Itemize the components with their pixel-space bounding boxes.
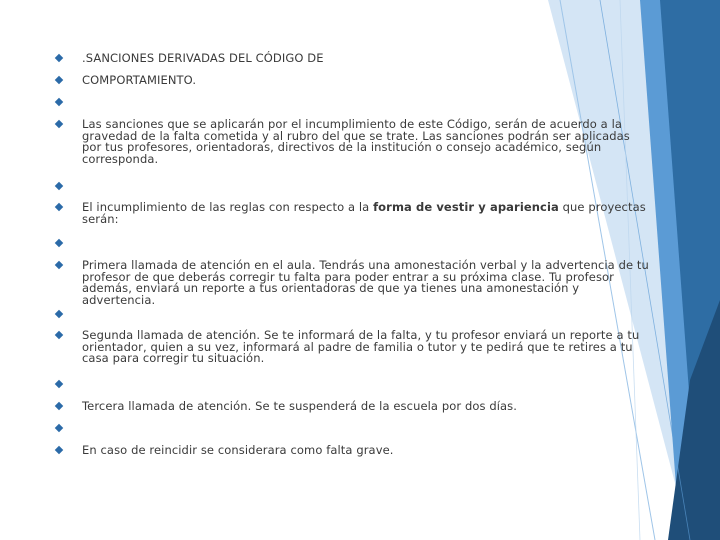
bullet-text: Tercera llamada de atención. Se te suspenderá de la escuela por dos días. bbox=[82, 399, 518, 413]
bullet-text: Las sanciones que se aplicarán por el incumplimiento de este Código, serán de acuerdo a la gravedad de la falta cometida y al rubro del que se trate. Las sanciones podrán ser aplicadas por tus profesores, orientadoras, directivos de la institución o consejo académico, según corresponda. bbox=[82, 117, 630, 166]
bullet-text: Primera llamada de atención en el aula. Tendrás una amonestación verbal y la advertencia de tu profesor de que deberás corregir tu falta para poder entrar a su próxima clase. Tu profesor además, enviará un reporte a tus orientadoras de que ya tienes una amonestación y advertencia. bbox=[82, 258, 649, 307]
bullet-text-part: que proyectas serán: bbox=[82, 200, 646, 226]
bullet-text: Segunda llamada de atención. Se te informará de la falta, y tu profesor enviará un reporte a tu orientador, quien a su vez, informará al padre de familia o tutor y te pedirá que te retires a tu casa para corregir tu situación. bbox=[82, 328, 640, 365]
bullet-text: COMPORTAMIENTO. bbox=[82, 73, 197, 87]
bullet-text: .SANCIONES DERIVADAS DEL CÓDIGO DE bbox=[82, 51, 324, 65]
bullet-text-bold: forma de vestir y apariencia bbox=[373, 200, 559, 214]
bullet-text-part: El incumplimiento de las reglas con respecto a la bbox=[82, 200, 374, 214]
bullet-text: En caso de reincidir se considerara como falta grave. bbox=[82, 443, 394, 457]
bullet-text bbox=[82, 202, 650, 225]
